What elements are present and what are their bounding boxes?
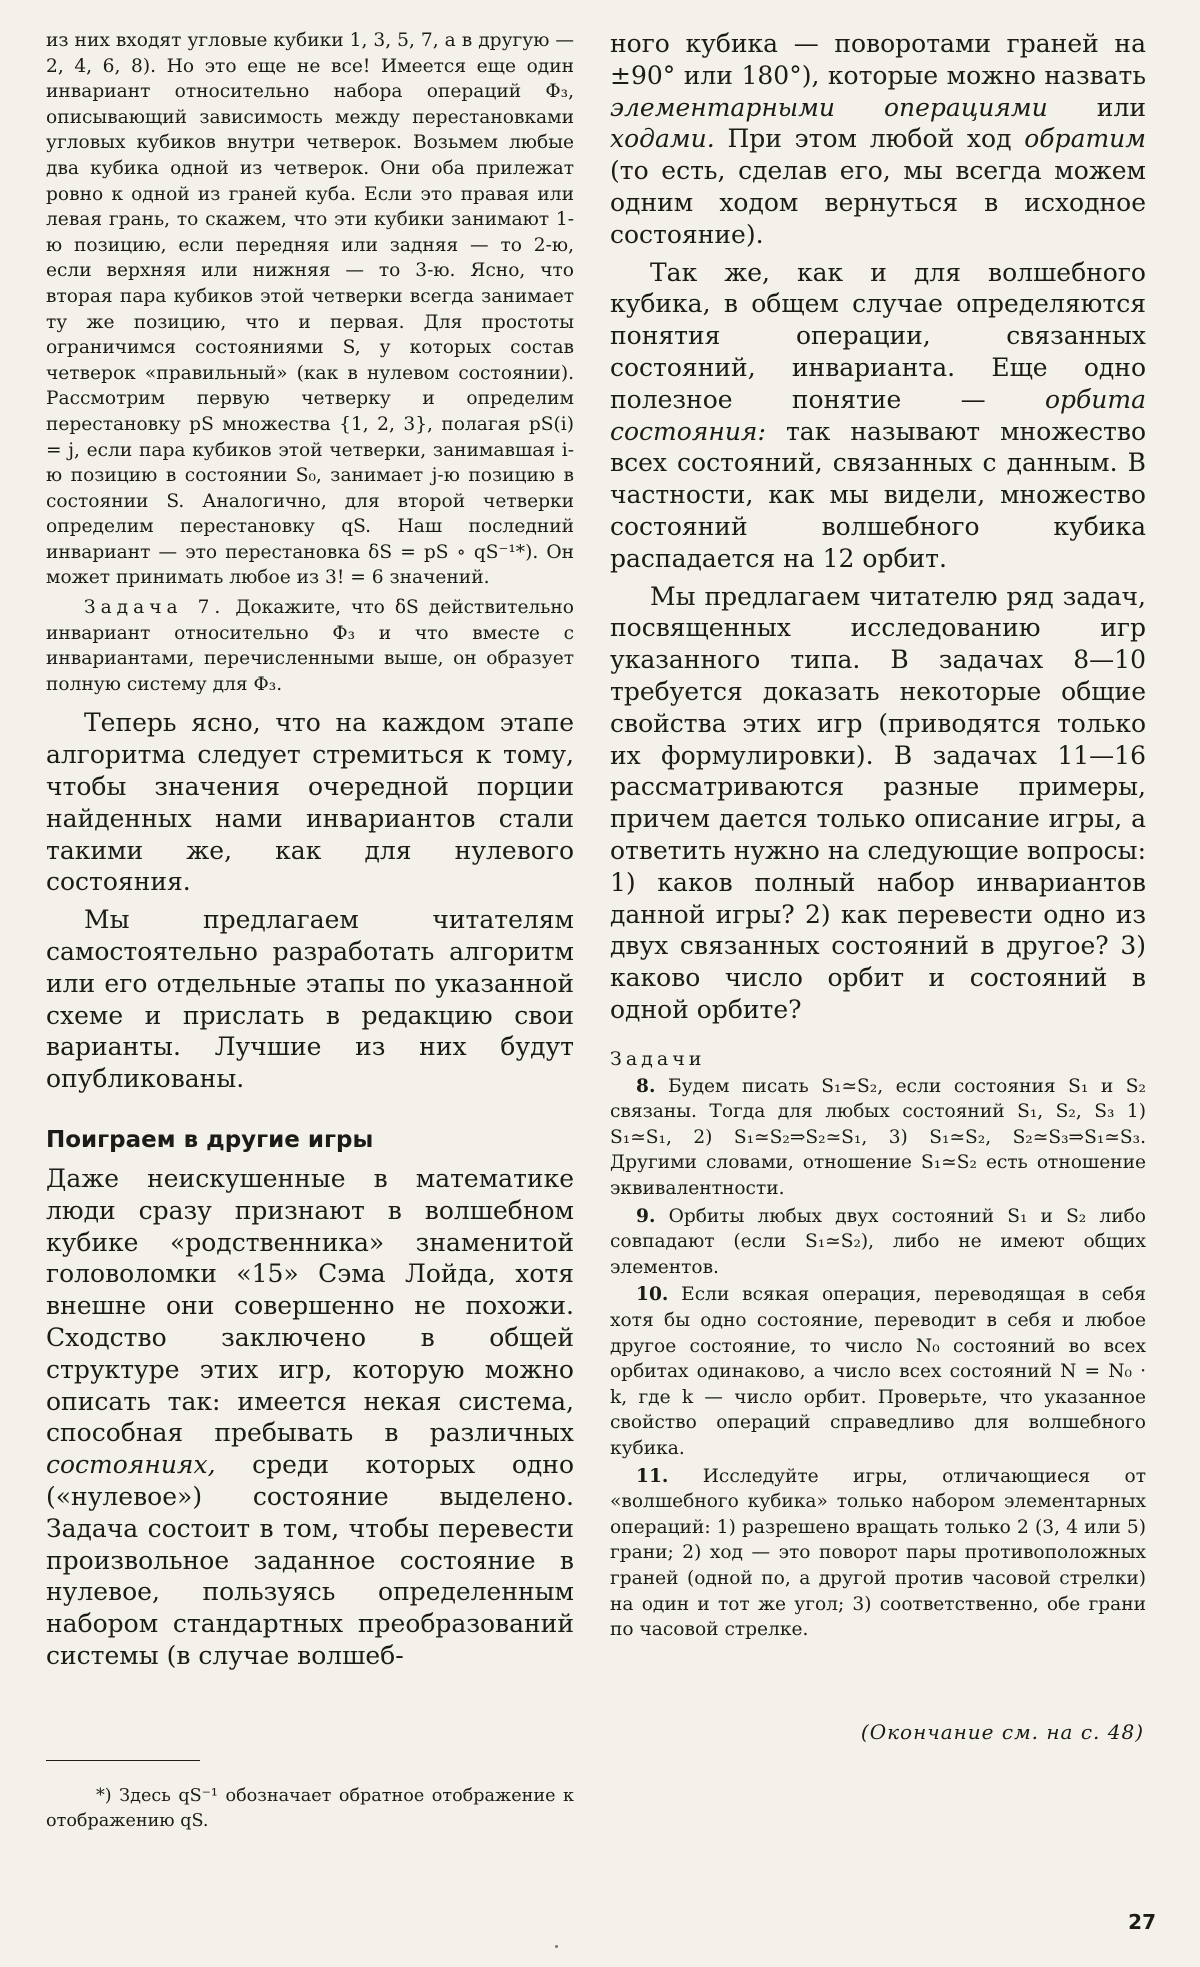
task-8-number: 8. (636, 1075, 656, 1097)
right-p1-em1: элементарными операциями (610, 92, 1048, 122)
right-p1-em2: ходами. (610, 124, 715, 154)
task-10-number: 10. (636, 1284, 669, 1306)
left-paragraph-1: Теперь ясно, что на каждом этапе алгоритма следует стремиться к тому, чтобы значения очередной порции найденных нами инвариантов стали такими же, как для нулевого состояния. (46, 708, 574, 897)
left-column (46, 28, 574, 1672)
page-number: 27 (1128, 1910, 1156, 1934)
right-p1-b: или (1096, 92, 1146, 122)
task-7 (46, 595, 574, 697)
task-10 (610, 1282, 1146, 1461)
right-p2-b: так называют множество всех состояний, связанных с данным. В частности, как мы видели, множество состояний волшебного кубика распадается на 12 орбит. (610, 416, 1146, 573)
left-small-text: из них входят угловые кубики 1, 3, 5, 7, а в другую — 2, 4, 6, 8). Но это еще не все! Имеется еще один инвариант относительно набора операций Φ₃, описывающий зависимость между перестановками угловых кубиков внутри четверок. Возьмем любые два кубика одной из четверок. Они оба прилежат ровно к одной из граней куба. Если это правая или левая грань, то скажем, что эти кубики занимают 1-ю позицию, если передняя или задняя — то 2-ю, если верхняя или нижняя — то 3-ю. Ясно, что вторая пара кубиков этой четверки всегда занимает ту же позицию, что и первая. Для простоты ограничимся состояниями S, у которых состав четверок «правильный» (как в нулевом состоянии). Рассмотрим первую четверку и определим перестановку pS множества {1, 2, 3}, полагая pS(i) = j, если пара кубиков этой четверки, занимавшая i-ю позицию в состоянии S₀, занимает j-ю позицию в состоянии S. Аналогично, для второй четверки определим перестановку qS. Наш последний инвариант — это перестановка δS = pS ∘ qS⁻¹*). Он может принимать любое из 3! = 6 значений. (46, 30, 574, 589)
task-11-text: Исследуйте игры, отличающиеся от «волшебного кубика» только набором элементарных операций: 1) разрешено вращать только 2 (3, 4 или 5) грани; 2) ход — это поворот пары противоположных граней (одной по, а другой против часовой стрелки) на один и тот же угол; 3) соответственно, обе грани по часовой стрелке. (610, 1465, 1146, 1641)
right-p1-em3: обратим (1024, 124, 1147, 154)
right-p1-a: ного кубика — поворотами граней на ±90° или 180°), которые можно назвать (610, 29, 1146, 90)
right-paragraph-1 (610, 28, 1146, 251)
task-11 (610, 1464, 1146, 1643)
left-paragraph-3-b: среди которых одно («нулевое») состояние выделено. Задача состоит в том, чтобы перевести произвольное заданное состояние в нулевое, пользуясь определенным набором стандартных преобразований системы (в случае волшеб- (46, 1450, 575, 1670)
left-paragraph-3-a: Даже неискушенные в математике люди сразу признают в волшебном кубике «родственника» знаменитой головоломки «15» Сэма Лойда, хотя внешне они совершенно не похожи. Сходство заключено в общей структуре этих игр, которую можно описать так: имеется некая система, способная пребывать в различных (46, 1164, 574, 1448)
task-7-label: Задача 7. (84, 597, 226, 619)
footnote-divider (46, 1760, 200, 1761)
left-paragraph-3 (46, 1163, 574, 1672)
task-9-number: 9. (636, 1205, 656, 1227)
continued-note: (Окончание см. на с. 48) (860, 1720, 1144, 1744)
task-8 (610, 1074, 1146, 1202)
task-8-text: Будем писать S₁≃S₂, если состояния S₁ и S₂ связаны. Тогда для любых состояний S₁, S₂, S₃ 1) S₁≃S₁, 2) S₁≃S₂⇒S₂≃S₁, 3) S₁≃S₂, S₂≃S₃⇒S₁≃S₃. Другими словами, отношение S₁≃S₂ есть отношение эквивалентности. (610, 1075, 1146, 1200)
right-p2-em: орбита состояния: (610, 384, 1146, 446)
right-paragraph-2 (610, 257, 1146, 575)
task-11-number: 11. (636, 1465, 669, 1487)
right-column (610, 28, 1146, 1643)
task-9-text: Орбиты любых двух состояний S₁ и S₂ либо совпадают (если S₁≃S₂), либо не имеют общих элементов. (610, 1205, 1146, 1278)
right-p2-a: Так же, как и для волшебного кубика, в общем случае определяются понятия операции, связанных состояний, инварианта. Еще одно полезное понятие — (610, 257, 1146, 414)
left-paragraph-3-em: состояниях, (46, 1450, 216, 1480)
right-p1-d: (то есть, сделав его, мы всегда можем одним ходом вернуться в исходное состояние). (610, 156, 1146, 249)
task-10-text: Если всякая операция, переводящая в себя хотя бы одно состояние, переводит в себя и любое другое состояние, то число N₀ состояний во всех орбитах одинаково, а число всех состояний N = N₀ · k, где k — число орбит. Проверьте, что указанное свойство операций справедливо для волшебного кубика. (610, 1284, 1146, 1460)
right-p1-c: При этом любой ход (727, 124, 1012, 154)
left-paragraph-2: Мы предлагаем читателям самостоятельно разработать алгоритм или его отдельные этапы по указанной схеме и прислать в редакцию свои варианты. Лучшие из них будут опубликованы. (46, 905, 574, 1094)
right-paragraph-3: Мы предлагаем читателю ряд задач, посвященных исследованию игр указанного типа. В задачах 8—10 требуется доказать некоторые общие свойства этих игр (приводятся только их формулировки). В задачах 11—16 рассматриваются разные примеры, причем дается только описание игры, а ответить нужно на следующие вопросы: 1) каков полный набор инвариантов данной игры? 2) как перевести одно из двух связанных состояний в другое? 3) каково число орбит и состояний в одной орбите? (610, 581, 1146, 1024)
footnote: *) Здесь qS⁻¹ обозначает обратное отображение к отображению qS. (46, 1786, 574, 1831)
section-heading: Поиграем в другие игры (46, 1127, 374, 1153)
task-7-text: Докажите, что δS действительно инвариант относительно Φ₃ и что вместе с инвариантами, перечисленными выше, он образует полную систему для Φ₃. (46, 597, 574, 695)
print-speck (555, 1945, 558, 1948)
tasks-heading: Задачи (610, 1047, 706, 1070)
task-9 (610, 1204, 1146, 1281)
